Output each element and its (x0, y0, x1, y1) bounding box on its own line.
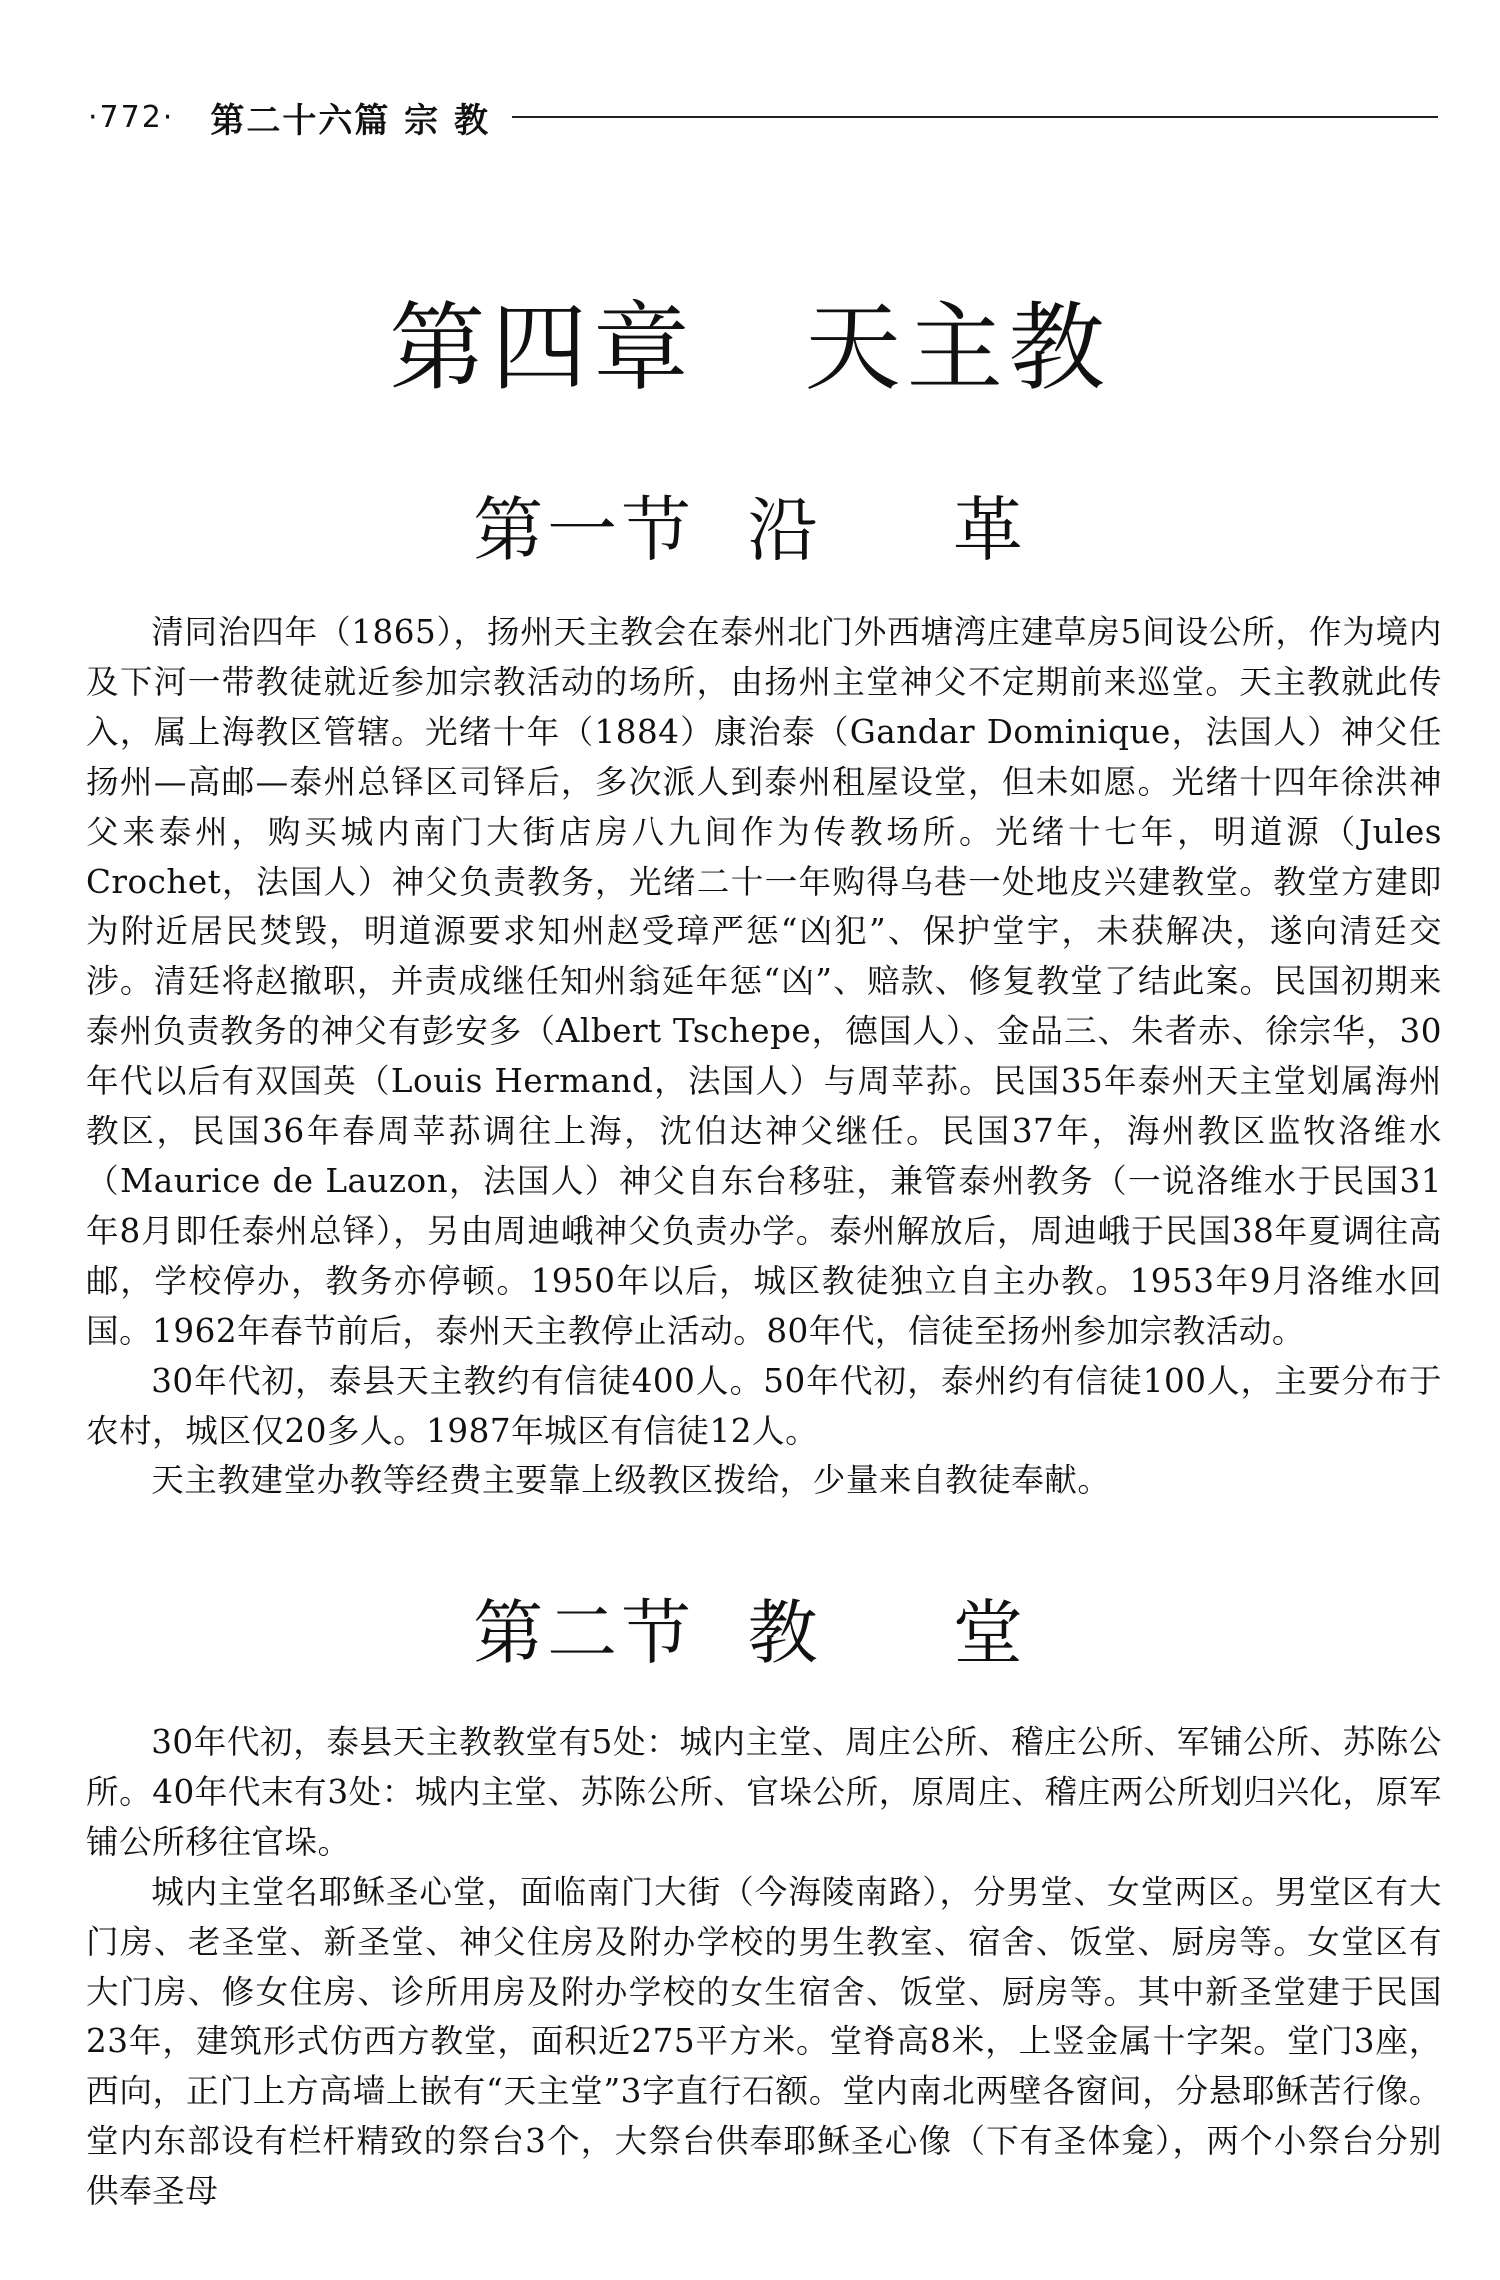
chapter-title: 第四章 天主教 (389, 292, 1111, 404)
header-rule (512, 116, 1438, 118)
paragraph: 30年代初，泰县天主教约有信徒400人。50年代初，泰州约有信徒100人，主要分布于农村，城区仅20多人。1987年城区有信徒12人。 (86, 1361, 1442, 1450)
paragraph: 30年代初，泰县天主教教堂有5处：城内主堂、周庄公所、稽庄公所、军铺公所、苏陈公所。40年代末有3处：城内主堂、苏陈公所、官垛公所，原周庄、稽庄两公所划归兴化，原军铺公所移往官垛。 (86, 1723, 1442, 1861)
paragraph: 清同治四年（1865），扬州天主教会在泰州北门外西塘湾庄建草房5间设公所，作为境内及下河一带教徒就近参加宗教活动的场所，由扬州主堂神父不定期前来巡堂。天主教就此传入，属上海教区管辖。光绪十年（1884）康治泰（Gandar Dominique，法国人）神父任扬州—高邮—泰州总铎区司铎后，多次派人到泰州租屋设堂，但未如愿。光绪十四年徐洪神父来泰州，购买城内南门大街店房八九间作为传教场所。光绪十七年，明道源（Jules Crochet，法国人）神父负责教务，光绪二十一年购得乌巷一处地皮兴建教堂。教堂方建即为附近居民焚毁，明道源要求知州赵受璋严惩“凶犯”、保护堂宇，未获解决，遂向清廷交涉。清廷将赵撤职，并责成继任知州翁延年惩“凶”、赔款、修复教堂了结此案。民国初期来泰州负责教务的神父有彭安多（Albert Tschepe，德国人）、金品三、朱者赤、徐宗华，30年代以后有双国英（Louis Hermand，法国人）与周苹荪。民国35年泰州天主堂划属海州教区，民国36年春周苹荪调往上海，沈伯达神父继任。民国37年，海州教区监牧洛维水（Maurice de Lauzon，法国人）神父自东台移驻，兼管泰州教务（一说洛维水于民国31年8月即任泰州总铎），另由周迪峨神父负责办学。泰州解放后，周迪峨于民国38年夏调往高邮，学校停办，教务亦停顿。1950年以后，城区教徒独立自主办教。1953年9月洛维水回国。1962年春节前后，泰州天主教停止活动。80年代，信徒至扬州参加宗教活动。 (86, 613, 1443, 1350)
running-head-section: 第二十六篇 宗 教 (210, 100, 491, 141)
section-title-history: 第一节 沿 革 (473, 489, 1027, 571)
running-head (88, 92, 1438, 142)
section-body-history (86, 608, 1442, 1506)
page-number: ·772· (88, 99, 175, 135)
section-title-churches: 第二节 教 堂 (473, 1592, 1027, 1674)
paragraph: 城内主堂名耶稣圣心堂，面临南门大街（今海陵南路），分男堂、女堂两区。男堂区有大门房、老圣堂、新圣堂、神父住房及附办学校的男生教室、宿舍、饭堂、厨房等。女堂区有大门房、修女住房、诊所用房及附办学校的女生宿舍、饭堂、厨房等。其中新圣堂建于民国23年，建筑形式仿西方教堂，面积近275平方米。堂脊高8米，上竖金属十字架。堂门3座，西向，正门上方高墙上嵌有“天主堂”3字直行石额。堂内南北两壁各窗间，分悬耶稣苦行像。堂内东部设有栏杆精致的祭台3个，大祭台供奉耶稣圣心像（下有圣体龛），两个小祭台分别供奉圣母 (86, 1872, 1442, 2211)
section-body-churches (86, 1718, 1442, 2217)
paragraph: 天主教建堂办教等经费主要靠上级教区拨给，少量来自教徒奉献。 (151, 1461, 1111, 1500)
